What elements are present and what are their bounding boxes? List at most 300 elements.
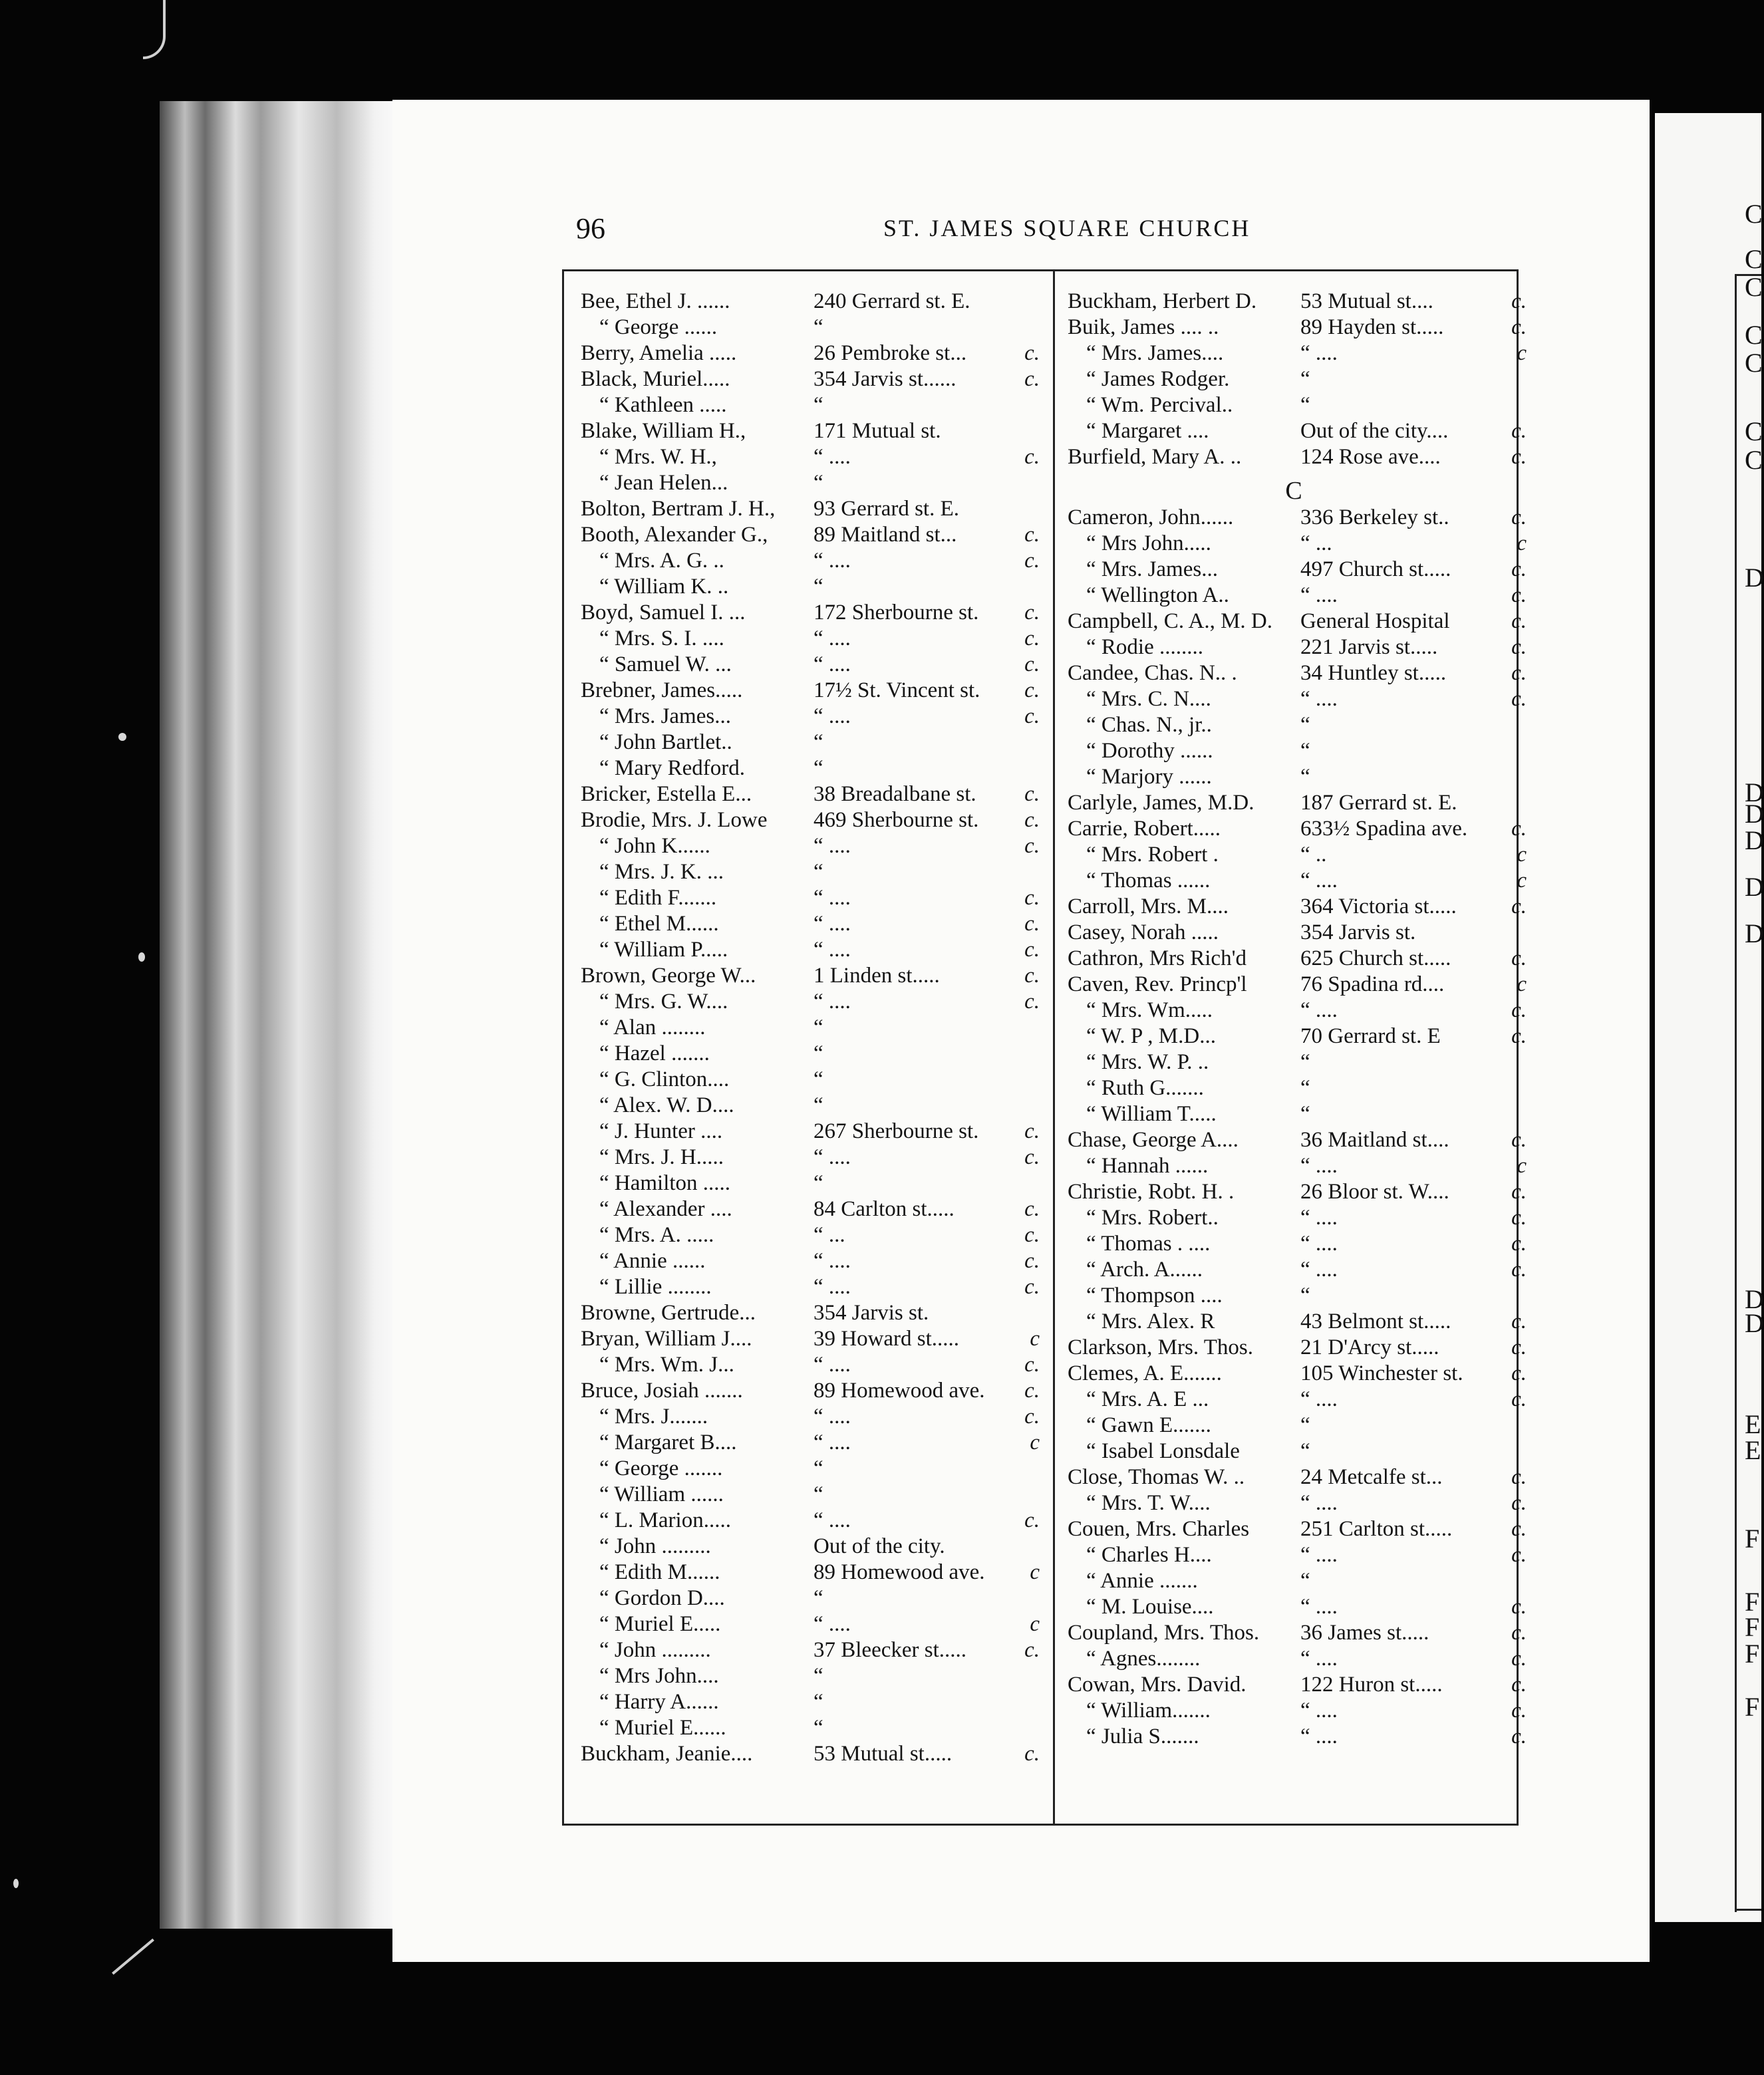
entry-name: “ Chas. N., jr.. [1086, 713, 1212, 737]
entry-address: “ .... [1300, 1206, 1338, 1230]
scan-artifact [143, 0, 166, 59]
entry-name: “ Margaret B.... [599, 1431, 737, 1454]
entry-address: 364 Victoria st..... [1300, 895, 1457, 918]
entry-address: 124 Rose ave.... [1300, 445, 1441, 469]
directory-entry [1068, 1154, 1527, 1180]
directory-entry [1068, 1439, 1520, 1465]
entry-name: “ John ......... [599, 1534, 711, 1558]
entry-address: 53 Mutual st..... [813, 1742, 953, 1766]
directory-entry [581, 1612, 1040, 1638]
entry-address: 354 Jarvis st...... [813, 367, 956, 391]
entry-address: 89 Homewood ave. [813, 1379, 985, 1403]
entry-name: “ Annie ....... [1086, 1569, 1198, 1593]
facing-page-letter: F [1745, 1639, 1760, 1669]
entry-mark: c. [1511, 609, 1527, 633]
facing-page-letter: D [1745, 872, 1764, 902]
entry-name: Cameron, John...... [1068, 505, 1234, 529]
directory-entry [581, 289, 1033, 315]
directory-entry [581, 808, 1040, 834]
entry-address: 17½ St. Vincent st. [813, 678, 980, 702]
entry-address: “ [813, 1456, 823, 1480]
entry-mark: c. [1024, 1197, 1040, 1221]
entry-name: “ William....... [1086, 1699, 1211, 1723]
entry-name: “ Muriel E...... [599, 1716, 726, 1740]
entry-mark: c. [1511, 315, 1527, 339]
entry-mark: c. [1024, 523, 1040, 547]
section-letter: C [1285, 477, 1302, 505]
entry-mark: c. [1024, 1353, 1040, 1377]
entry-name: “ Kathleen ..... [599, 393, 727, 417]
entry-address: “ [813, 1016, 823, 1039]
directory-entry [581, 1119, 1040, 1145]
entry-name: Clarkson, Mrs. Thos. [1068, 1335, 1253, 1359]
directory-entry [581, 652, 1040, 678]
directory-entry [1068, 583, 1527, 609]
directory-entry [581, 912, 1040, 938]
entry-name: “ Dorothy ...... [1086, 739, 1213, 763]
entry-address: “ [813, 393, 823, 417]
entry-name: “ Mrs John.... [599, 1664, 719, 1688]
directory-entry [1068, 869, 1527, 895]
entry-address: 105 Winchester st. [1300, 1361, 1463, 1385]
directory-entry [1068, 1413, 1520, 1439]
entry-mark: c [1030, 1612, 1040, 1636]
entry-address: General Hospital [1300, 609, 1450, 633]
entry-address: “ .... [1300, 1699, 1338, 1723]
entry-mark: c. [1511, 1699, 1527, 1723]
directory-entry [581, 471, 1033, 497]
directory-entry [1068, 1699, 1527, 1725]
directory-entry [1068, 972, 1527, 998]
entry-name: “ Mrs. Wm..... [1086, 998, 1213, 1022]
entry-address: “ [1300, 1439, 1310, 1463]
entry-address: “ [1300, 393, 1310, 417]
entry-name: “ Annie ...... [599, 1249, 706, 1273]
entry-mark: c. [1511, 1647, 1527, 1671]
directory-entry [581, 1456, 1033, 1482]
entry-name: “ Edith F....... [599, 886, 717, 910]
entry-address: “ .... [1300, 583, 1338, 607]
entry-name: “ James Rodger. [1086, 367, 1230, 391]
entry-name: Berry, Amelia ..... [581, 341, 737, 365]
entry-mark: c. [1511, 1387, 1527, 1411]
entry-address: “ [1300, 1076, 1310, 1100]
entry-mark: c. [1511, 1024, 1527, 1048]
directory-entry [581, 678, 1040, 704]
directory-entry [581, 393, 1033, 419]
entry-name: “ William K. .. [599, 575, 729, 599]
entry-address: 76 Spadina rd.... [1300, 972, 1445, 996]
facing-page-letter: C [1745, 320, 1763, 350]
entry-address: “ [813, 315, 823, 339]
entry-name: Buckham, Herbert D. [1068, 289, 1257, 313]
scan-speck [138, 952, 145, 962]
entry-name: Candee, Chas. N.. . [1068, 661, 1237, 685]
entry-mark: c. [1024, 601, 1040, 624]
entry-address: “ [813, 860, 823, 884]
directory-entry [581, 860, 1033, 886]
entry-mark: c [1517, 341, 1527, 365]
directory-entry [1068, 1024, 1527, 1050]
facing-page-letter: D [1745, 799, 1764, 829]
entry-name: “ Mary Redford. [599, 756, 746, 780]
entry-address: 171 Mutual st. [813, 419, 941, 443]
entry-name: Black, Muriel..... [581, 367, 730, 391]
entry-mark: c. [1511, 687, 1527, 711]
directory-entry [1068, 1258, 1527, 1284]
entry-name: “ Gordon D.... [599, 1586, 725, 1610]
entry-mark: c. [1511, 1543, 1527, 1567]
entry-name: Brebner, James..... [581, 678, 743, 702]
facing-page-letter: F [1745, 1692, 1760, 1722]
entry-address: “ .... [813, 1249, 851, 1273]
entry-name: “ Agnes........ [1086, 1647, 1201, 1671]
entry-address: “ [813, 471, 823, 495]
entry-mark: c [1030, 1431, 1040, 1454]
facing-page-column-line [1735, 276, 1737, 1912]
entry-address: Out of the city. [813, 1534, 945, 1558]
entry-address: 633½ Spadina ave. [1300, 817, 1468, 841]
entry-mark: c. [1511, 1725, 1527, 1748]
directory-entry [581, 523, 1040, 549]
directory-entry [1068, 445, 1527, 471]
directory-entry [581, 601, 1040, 626]
facing-page-letter: F [1745, 1612, 1760, 1642]
entry-name: “ Samuel W. ... [599, 652, 732, 676]
scan-speck [13, 1879, 19, 1888]
entry-name: “ Rodie ........ [1086, 635, 1203, 659]
entry-name: Couen, Mrs. Charles [1068, 1517, 1250, 1541]
entry-mark: c. [1511, 1310, 1527, 1333]
entry-mark: c. [1024, 834, 1040, 858]
entry-address: “ .... [1300, 1232, 1338, 1256]
left-column [581, 289, 1040, 1768]
directory-entry [1068, 1647, 1527, 1673]
entry-mark: c. [1511, 946, 1527, 970]
directory-entry [1068, 289, 1527, 315]
entry-name: “ John ......... [599, 1638, 711, 1662]
entry-address: 34 Huntley st..... [1300, 661, 1447, 685]
entry-mark: c. [1024, 782, 1040, 806]
entry-mark: c. [1024, 341, 1040, 365]
entry-name: “ Jean Helen... [599, 471, 728, 495]
entry-address: 267 Sherbourne st. [813, 1119, 979, 1143]
entry-name: “ William P..... [599, 938, 728, 962]
entry-mark: c. [1024, 445, 1040, 469]
entry-mark: c. [1024, 678, 1040, 702]
entry-address: “ [813, 1690, 823, 1714]
entry-name: Brown, George W... [581, 964, 756, 988]
entry-name: “ Gawn E....... [1086, 1413, 1211, 1437]
entry-address: “ [1300, 1284, 1310, 1308]
entry-mark: c. [1024, 964, 1040, 988]
entry-name: Carroll, Mrs. M.... [1068, 895, 1229, 918]
directory-entry [1068, 1335, 1527, 1361]
entry-name: “ Isabel Lonsdale [1086, 1439, 1240, 1463]
entry-address: “ [1300, 1102, 1310, 1126]
entry-address: “ .... [1300, 1595, 1338, 1619]
entry-address: 38 Breadalbane st. [813, 782, 976, 806]
entry-mark: c. [1024, 1223, 1040, 1247]
entry-mark: c [1517, 972, 1527, 996]
facing-page-letter: C [1745, 445, 1763, 475]
entry-address: 26 Bloor st. W.... [1300, 1180, 1449, 1204]
entry-name: “ Arch. A...... [1086, 1258, 1203, 1282]
scan-speck [118, 733, 126, 741]
entry-name: “ Mrs. A. ..... [599, 1223, 714, 1247]
entry-name: Brodie, Mrs. J. Lowe [581, 808, 768, 832]
directory-entry [1068, 1621, 1527, 1647]
directory-entry [581, 1041, 1033, 1067]
directory-entry [581, 756, 1033, 782]
directory-entry [1068, 1387, 1527, 1413]
facing-page-letter: E [1745, 1409, 1761, 1439]
entry-mark: c. [1511, 895, 1527, 918]
entry-name: Buik, James .... .. [1068, 315, 1219, 339]
facing-page-letter: D [1745, 918, 1764, 948]
directory-entry [1068, 687, 1527, 713]
entry-name: “ Alex. W. D.... [599, 1093, 734, 1117]
entry-mark: c. [1024, 549, 1040, 573]
entry-mark: c. [1511, 1465, 1527, 1489]
entry-name: “ Wm. Percival.. [1086, 393, 1233, 417]
entry-mark: c. [1511, 445, 1527, 469]
entry-address: “ .... [1300, 1154, 1338, 1178]
facing-page-letter: D [1745, 825, 1764, 855]
entry-mark: c. [1024, 1742, 1040, 1766]
facing-page-letter: C [1745, 272, 1763, 302]
directory-entry [1068, 1595, 1527, 1621]
entry-name: “ Mrs. G. W.... [599, 990, 728, 1014]
directory-entry [581, 341, 1040, 367]
directory-entry [1068, 998, 1527, 1024]
entry-name: “ Charles H.... [1086, 1543, 1212, 1567]
entry-address: “ .... [813, 1145, 851, 1169]
entry-name: “ William T..... [1086, 1102, 1217, 1126]
facing-page-rule [1735, 1909, 1761, 1911]
directory-entry [581, 1379, 1040, 1405]
entry-name: “ Wellington A.. [1086, 583, 1229, 607]
directory-entry [581, 1664, 1033, 1690]
directory-entry [1068, 946, 1527, 972]
entry-address: “ ... [1300, 531, 1332, 555]
entry-name: Carrie, Robert..... [1068, 817, 1221, 841]
entry-address: 172 Sherbourne st. [813, 601, 979, 624]
entry-name: “ George ....... [599, 1456, 723, 1480]
entry-address: “ [813, 1093, 823, 1117]
entry-name: “ Mrs John..... [1086, 531, 1211, 555]
entry-address: “ .... [813, 652, 851, 676]
right-column [1068, 289, 1527, 1750]
entry-mark: c [1030, 1560, 1040, 1584]
entry-name: “ Mrs. James... [599, 704, 731, 728]
entry-name: “ Thomas ...... [1086, 869, 1211, 893]
entry-name: “ Mrs. S. I. .... [599, 626, 724, 650]
entry-mark: c. [1511, 1517, 1527, 1541]
entry-name: Browne, Gertrude... [581, 1301, 756, 1325]
entry-mark: c. [1511, 1491, 1527, 1515]
entry-name: “ Hannah ...... [1086, 1154, 1209, 1178]
directory-entry [1068, 1673, 1527, 1699]
directory-entry [1068, 791, 1520, 817]
entry-address: “ [813, 1067, 823, 1091]
entry-address: “ .... [813, 1275, 851, 1299]
directory-entry [581, 419, 1033, 445]
entry-address: “ .... [813, 1431, 851, 1454]
entry-name: “ Muriel E..... [599, 1612, 721, 1636]
entry-name: “ Mrs. T. W.... [1086, 1491, 1211, 1515]
entry-address: 70 Gerrard st. E [1300, 1024, 1441, 1048]
entry-name: “ J. Hunter .... [599, 1119, 723, 1143]
entry-address: 37 Bleecker st..... [813, 1638, 967, 1662]
entry-mark: c [1517, 843, 1527, 867]
directory-entry [1068, 1128, 1527, 1154]
entry-address: “ .... [1300, 1543, 1338, 1567]
entry-address: “ .... [813, 445, 851, 469]
entry-name: “ Mrs. J....... [599, 1405, 708, 1429]
entry-address: 89 Maitland st... [813, 523, 957, 547]
directory-entry [581, 1067, 1033, 1093]
entry-address: 93 Gerrard st. E. [813, 497, 960, 521]
entry-address: “ [1300, 713, 1310, 737]
directory-entry [1068, 739, 1520, 765]
directory-entry [1068, 1517, 1527, 1543]
directory-entry [581, 1482, 1033, 1508]
entry-address: 53 Mutual st.... [1300, 289, 1433, 313]
entry-name: “ William ...... [599, 1482, 724, 1506]
directory-entry [1068, 315, 1527, 341]
entry-mark: c. [1511, 1232, 1527, 1256]
entry-name: Boyd, Samuel I. ... [581, 601, 746, 624]
entry-name: “ Lillie ........ [599, 1275, 712, 1299]
directory-entry [581, 990, 1040, 1016]
directory-entry [581, 575, 1033, 601]
entry-mark: c. [1024, 1379, 1040, 1403]
entry-name: “ Mrs. Robert . [1086, 843, 1219, 867]
entry-address: “ .... [1300, 341, 1338, 365]
entry-address: “ [1300, 1413, 1310, 1437]
directory-entry [581, 1638, 1040, 1664]
frame-rule-top [562, 269, 1519, 271]
entry-address: 21 D'Arcy st..... [1300, 1335, 1439, 1359]
entry-address: 1 Linden st..... [813, 964, 940, 988]
entry-address: “ .... [813, 549, 851, 573]
page-number: 96 [576, 212, 605, 245]
entry-name: “ Mrs. A. E ... [1086, 1387, 1209, 1411]
entry-address: “ [1300, 739, 1310, 763]
entry-mark: c [1517, 1154, 1527, 1178]
directory-entry [1068, 1491, 1527, 1517]
entry-mark: c. [1024, 808, 1040, 832]
entry-mark: c. [1024, 1275, 1040, 1299]
entry-name: Clemes, A. E....... [1068, 1361, 1222, 1385]
entry-name: “ Mrs. W. H., [599, 445, 717, 469]
entry-address: “ .... [1300, 1258, 1338, 1282]
entry-address: 336 Berkeley st.. [1300, 505, 1449, 529]
entry-address: “ .. [1300, 843, 1327, 867]
entry-name: Carlyle, James, M.D. [1068, 791, 1254, 815]
entry-address: “ ... [813, 1223, 845, 1247]
entry-name: “ Thompson .... [1086, 1284, 1223, 1308]
entry-address: “ [1300, 765, 1310, 789]
entry-address: “ .... [813, 626, 851, 650]
entry-address: “ .... [1300, 869, 1338, 893]
entry-mark: c. [1024, 367, 1040, 391]
entry-name: Close, Thomas W. .. [1068, 1465, 1245, 1489]
entry-name: Casey, Norah ..... [1068, 920, 1219, 944]
entry-mark: c. [1511, 1128, 1527, 1152]
entry-address: 354 Jarvis st. [813, 1301, 929, 1325]
entry-address: 122 Huron st..... [1300, 1673, 1443, 1697]
entry-address: “ .... [1300, 687, 1338, 711]
entry-mark: c. [1511, 583, 1527, 607]
frame-rule-left [562, 269, 564, 1826]
entry-name: “ Alexander .... [599, 1197, 732, 1221]
directory-entry [581, 1534, 1033, 1560]
entry-name: “ George ...... [599, 315, 718, 339]
entry-name: “ Mrs. James.... [1086, 341, 1224, 365]
entry-mark: c. [1024, 1249, 1040, 1273]
directory-entry [1068, 505, 1527, 531]
directory-entry [1068, 895, 1527, 920]
entry-mark: c. [1024, 1119, 1040, 1143]
directory-entry [1068, 1543, 1527, 1569]
entry-address: 240 Gerrard st. E. [813, 289, 970, 313]
entry-mark: c. [1024, 990, 1040, 1014]
entry-mark: c. [1511, 1595, 1527, 1619]
entry-address: “ .... [1300, 998, 1338, 1022]
entry-name: Christie, Robt. H. . [1068, 1180, 1235, 1204]
entry-address: 36 James st..... [1300, 1621, 1429, 1645]
entry-mark: c. [1024, 1405, 1040, 1429]
directory-entry [581, 1405, 1040, 1431]
directory-entry [581, 445, 1040, 471]
entry-name: “ Mrs. Robert.. [1086, 1206, 1219, 1230]
entry-address: “ .... [813, 938, 851, 962]
entry-address: 39 Howard st..... [813, 1327, 960, 1351]
entry-mark: c [1517, 531, 1527, 555]
entry-name: “ Thomas . .... [1086, 1232, 1211, 1256]
entry-name: “ Hazel ....... [599, 1041, 710, 1065]
entry-name: Bruce, Josiah ....... [581, 1379, 743, 1403]
directory-entry [1068, 1076, 1520, 1102]
entry-mark: c. [1024, 1638, 1040, 1662]
directory-entry [1068, 341, 1527, 367]
directory-entry [1068, 1206, 1527, 1232]
directory-entry [1068, 635, 1527, 661]
entry-name: “ Hamilton ..... [599, 1171, 731, 1195]
entry-mark: c. [1024, 886, 1040, 910]
entry-address: “ .... [813, 1353, 851, 1377]
book-page-edges [160, 101, 412, 1929]
entry-mark: c. [1511, 557, 1527, 581]
directory-entry [1068, 531, 1527, 557]
entry-name: “ Harry A...... [599, 1690, 719, 1714]
entry-mark: c. [1024, 626, 1040, 650]
entry-mark: c [1030, 1327, 1040, 1351]
directory-entry [581, 1560, 1040, 1586]
directory-entry [581, 1223, 1040, 1249]
entry-mark: c. [1024, 938, 1040, 962]
directory-entry [581, 1093, 1033, 1119]
entry-name: “ Alan ........ [599, 1016, 706, 1039]
directory-entry [1068, 393, 1520, 419]
entry-mark: c. [1511, 1180, 1527, 1204]
entry-address: 84 Carlton st..... [813, 1197, 955, 1221]
entry-address: “ .... [813, 834, 851, 858]
facing-page-letter: C [1745, 244, 1763, 274]
entry-name: Bee, Ethel J. ...... [581, 289, 730, 313]
